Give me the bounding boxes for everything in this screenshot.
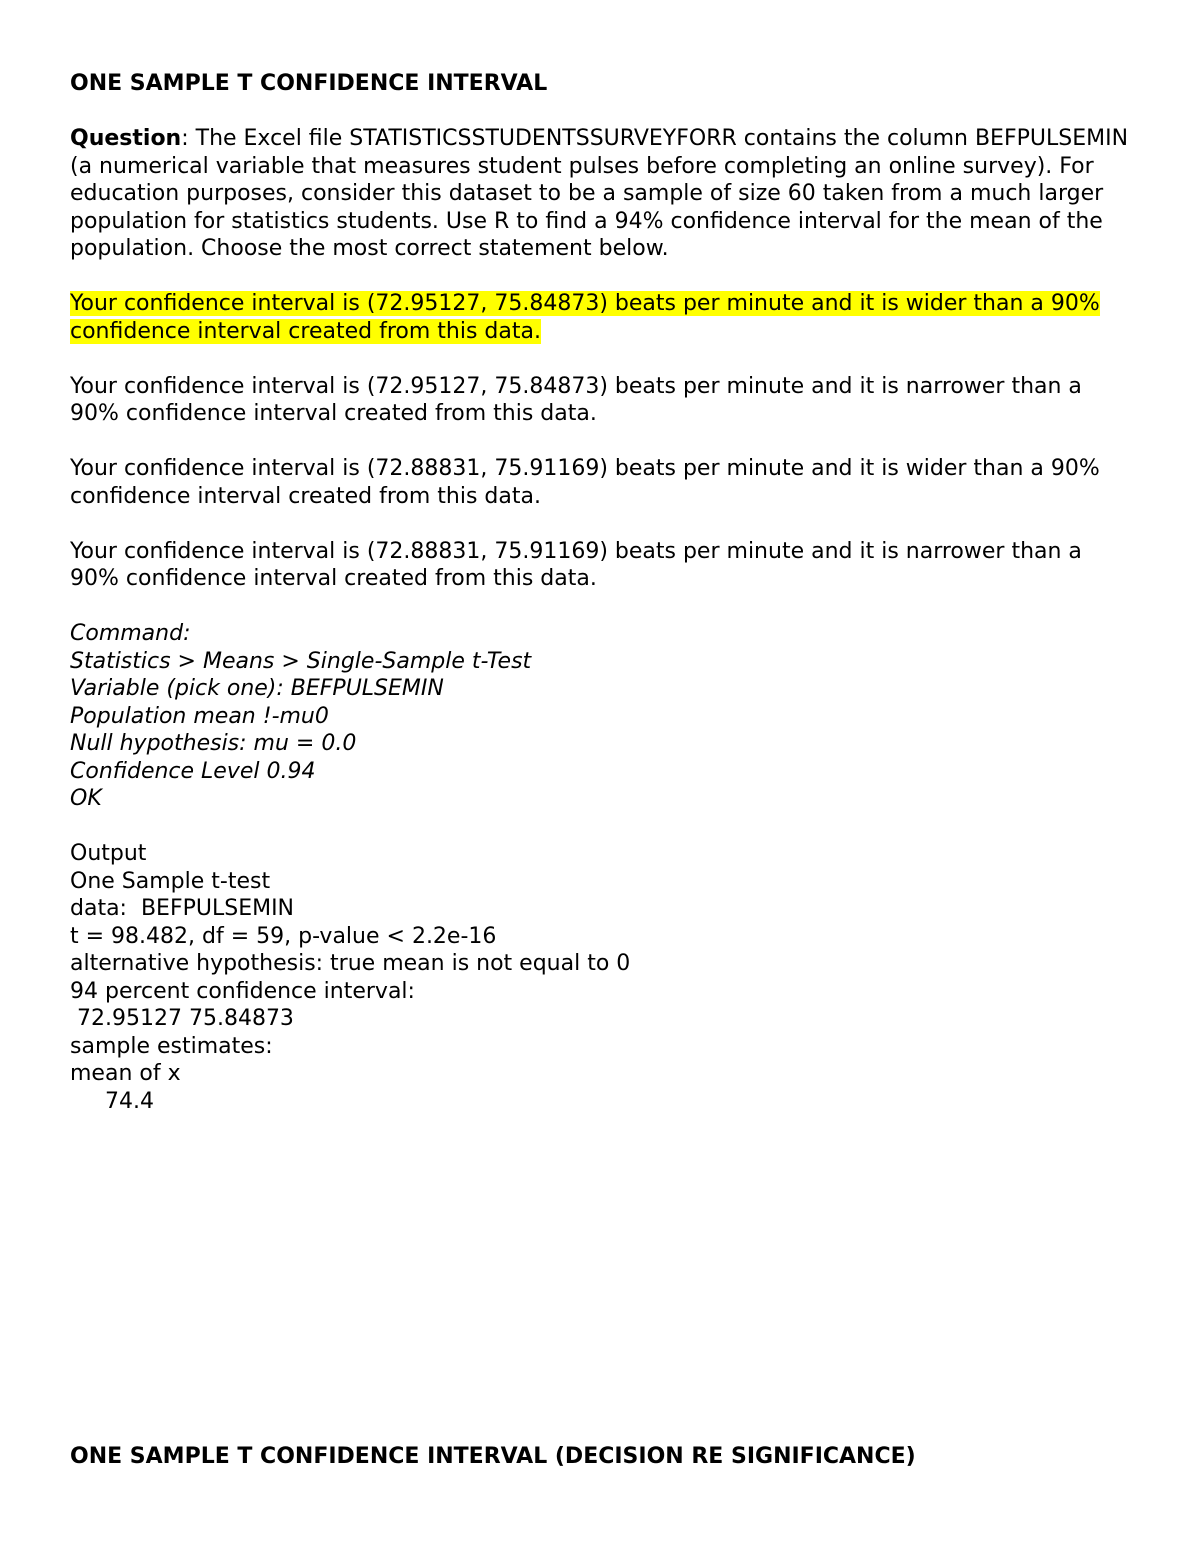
option-3-paragraph: Your confidence interval is (72.88831, 75.91169) beats per minute and it is wider than a 90% confidence interval created from this data. (70, 456, 1100, 509)
command-block (70, 620, 1130, 813)
option-2-paragraph: Your confidence interval is (72.95127, 75.84873) beats per minute and it is narrower than a 90% confidence interval created from this data. (70, 373, 1082, 426)
output-line: 72.95127 75.84873 (70, 1006, 294, 1031)
option-1-highlighted: Your confidence interval is (72.95127, 75.84873) beats per minute and it is wider than a 90% confidence interval created from this data. (70, 291, 1100, 344)
output-line: 74.4 (70, 1088, 154, 1114)
command-line: Statistics > Means > Single-Sample t-Test (70, 648, 532, 674)
option-1-paragraph (70, 290, 1130, 345)
command-line: Confidence Level 0.94 (70, 758, 316, 784)
command-line: Population mean !-mu0 (70, 703, 329, 729)
output-line: mean of x (70, 1061, 181, 1086)
output-line: 94 percent confidence interval: (70, 978, 415, 1004)
document-page (70, 70, 1130, 1115)
question-paragraph (70, 125, 1130, 263)
next-section-title: ONE SAMPLE T CONFIDENCE INTERVAL (DECISION RE SIGNIFICANCE) (70, 1444, 916, 1469)
option-4-paragraph: Your confidence interval is (72.88831, 75.91169) beats per minute and it is narrower than a 90% confidence interval created from this data. (70, 538, 1082, 591)
question-text: : The Excel file STATISTICSSTUDENTSSURVEYFORR contains the column BEFPULSEMIN (a numerical variable that measures student pulses before completing an online survey). For education purposes, consider this dataset to be a sample of size 60 taken from a much larger population for statistics students. Use R to find a 94% confidence interval for the mean of the population. Choose the most correct statement below. (70, 126, 1129, 261)
question-label: Question (70, 126, 182, 151)
output-line: t = 98.482, df = 59, p-value < 2.2e-16 (70, 923, 497, 949)
output-line: Output (70, 841, 147, 866)
output-line: One Sample t-test (70, 868, 271, 894)
output-line: data: BEFPULSEMIN (70, 896, 295, 921)
output-line: alternative hypothesis: true mean is not equal to 0 (70, 951, 631, 976)
output-block (70, 840, 1130, 1115)
command-line: Command: (70, 621, 191, 646)
command-line: Null hypothesis: mu = 0.0 (70, 731, 357, 756)
command-line: Variable (pick one): BEFPULSEMIN (70, 676, 444, 701)
section-title: ONE SAMPLE T CONFIDENCE INTERVAL (70, 71, 548, 96)
command-line: OK (70, 786, 102, 811)
output-line: sample estimates: (70, 1033, 273, 1059)
